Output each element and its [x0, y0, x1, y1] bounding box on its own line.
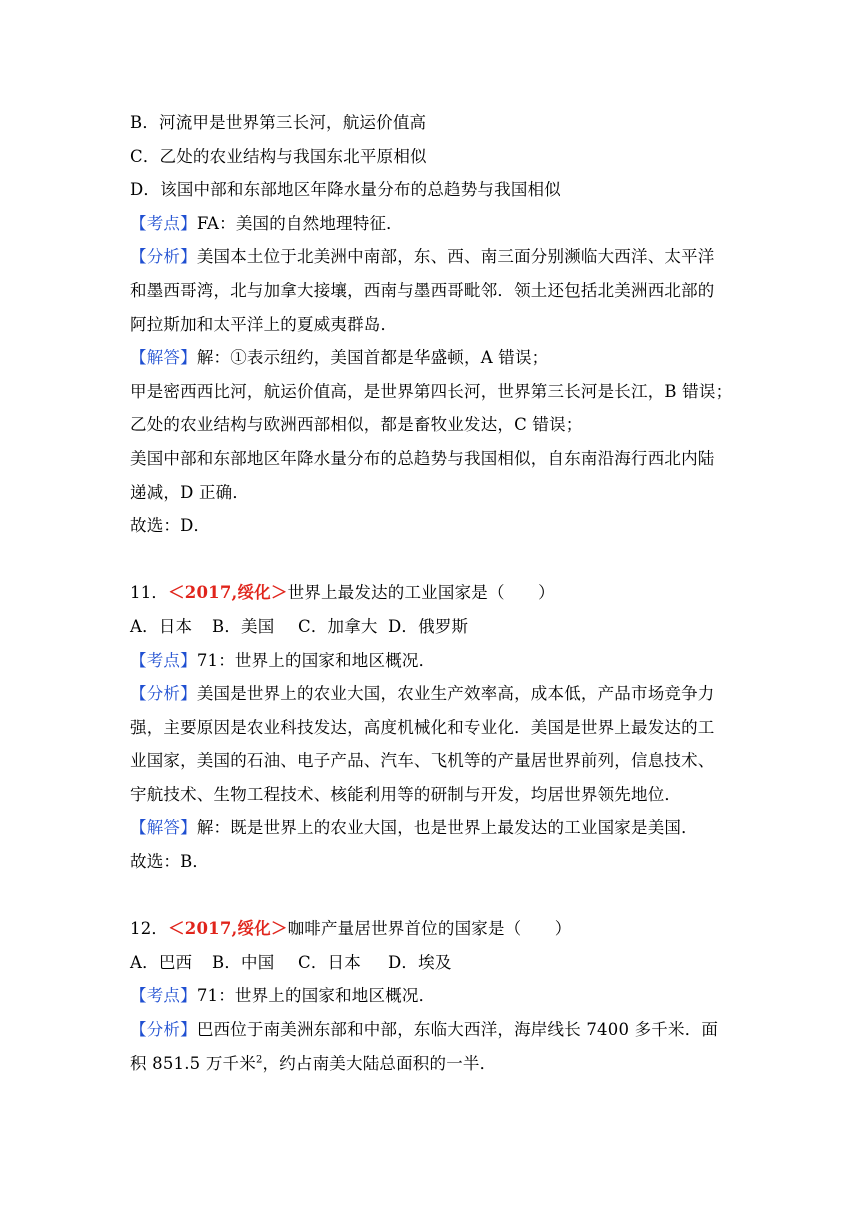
document-page [130, 106, 733, 1080]
q10-option-c: C．乙处的农业结构与我国东北平原相似 [130, 146, 427, 166]
spacer [130, 879, 730, 913]
option-a: A．日本 [130, 616, 193, 636]
fenxi-tag: 【分析】 [130, 247, 197, 267]
kaodian-text: 71：世界上的国家和地区概况． [196, 650, 436, 670]
fenxi-text-part: 积 851.5 万千米 [130, 1053, 256, 1073]
option-a: A．巴西 [130, 952, 193, 972]
option-d: D．埃及 [388, 952, 452, 972]
jieda-text: 解：①表示纽约，美国首都是华盛顿，A 错误； [196, 348, 549, 368]
q12-fenxi-line [130, 1047, 730, 1081]
kaodian-tag: 【考点】 [130, 650, 197, 670]
jieda-text: 解：既是世界上的农业大国，也是世界上最发达的工业国家是美国． [196, 818, 698, 838]
q10-fenxi-line: 和墨西哥湾，北与加拿大接壤，西南与墨西哥毗邻．领土还包括北美洲西北部的 [130, 280, 715, 300]
fenxi-text: 美国本土位于北美洲中南部，东、西、南三面分别濒临大西洋、太平洋 [196, 247, 715, 267]
q12-options [130, 946, 730, 980]
q11-jieda [130, 811, 730, 845]
q12-kaodian [130, 979, 730, 1013]
fenxi-text: 美国是世界上的农业大国，农业生产效率高，成本低，产品市场竞争力 [196, 684, 715, 704]
kaodian-tag: 【考点】 [130, 986, 197, 1006]
q11-fenxi-line: 宇航技术、生物工程技术、核能利用等的研制与开发，均居世界领先地位． [130, 784, 682, 804]
q10-jieda-line: 美国中部和东部地区年降水量分布的总趋势与我国相似，自东南沿海行西北内陆 [130, 448, 715, 468]
q10-fenxi [130, 240, 730, 274]
superscript: 2 [255, 1054, 263, 1066]
q10-option-b: B．河流甲是世界第三长河，航运价值高 [130, 113, 427, 132]
option-d: D．俄罗斯 [388, 616, 469, 636]
kaodian-tag: 【考点】 [130, 213, 197, 233]
q10-fenxi-line: 阿拉斯加和太平洋上的夏威夷群岛． [130, 314, 398, 334]
q10-option-d: D．该国中部和东部地区年降水量分布的总趋势与我国相似 [130, 180, 561, 200]
option-c: C．日本 [298, 952, 361, 972]
option-c: C．加拿大 [298, 616, 378, 636]
q11-kaodian [130, 644, 730, 678]
spacer [130, 543, 730, 577]
option-b: B．美国 [212, 616, 275, 636]
question-source: ＜2017,绥化＞ [168, 919, 288, 939]
question-number: 12． [130, 919, 169, 939]
fenxi-text: 巴西位于南美洲东部和中部，东临大西洋，海岸线长 7400 多千米．面 [196, 1020, 719, 1040]
question-source: ＜2017,绥化＞ [168, 583, 288, 603]
q11-stem [130, 576, 730, 610]
q11-fenxi-line: 业国家，美国的石油、电子产品、汽车、飞机等的产量居世界前列，信息技术、 [130, 751, 715, 771]
question-number: 11． [130, 583, 169, 603]
kaodian-text: FA：美国的自然地理特征． [196, 213, 403, 233]
q11-options [130, 610, 730, 644]
question-text: 世界上最发达的工业国家是（ ） [287, 583, 555, 603]
q12-fenxi [130, 1013, 730, 1047]
q10-kaodian [130, 207, 730, 241]
q11-fenxi [130, 677, 730, 711]
option-b: B．中国 [212, 952, 275, 972]
q10-jieda-line: 递减，D 正确． [130, 482, 250, 502]
fenxi-tag: 【分析】 [130, 1020, 197, 1040]
question-text: 咖啡产量居世界首位的国家是（ ） [287, 919, 572, 939]
q10-answer: 故选：D． [130, 516, 211, 536]
q10-jieda-line: 甲是密西西比河，航运价值高，是世界第四长河，世界第三长河是长江，B 错误； [130, 381, 733, 401]
jieda-tag: 【解答】 [130, 818, 197, 838]
q12-stem [130, 912, 730, 946]
jieda-tag: 【解答】 [130, 348, 197, 368]
q10-jieda [130, 341, 730, 375]
fenxi-tag: 【分析】 [130, 684, 197, 704]
q10-jieda-line: 乙处的农业结构与欧洲西部相似，都是畜牧业发达，C 错误； [130, 415, 583, 435]
q11-answer: 故选：B． [130, 852, 210, 872]
fenxi-text-part: ，约占南美大陆总面积的一半． [262, 1053, 497, 1073]
q11-fenxi-line: 强，主要原因是农业科技发达，高度机械化和专业化．美国是世界上最发达的工 [130, 717, 715, 737]
kaodian-text: 71：世界上的国家和地区概况． [196, 986, 436, 1006]
